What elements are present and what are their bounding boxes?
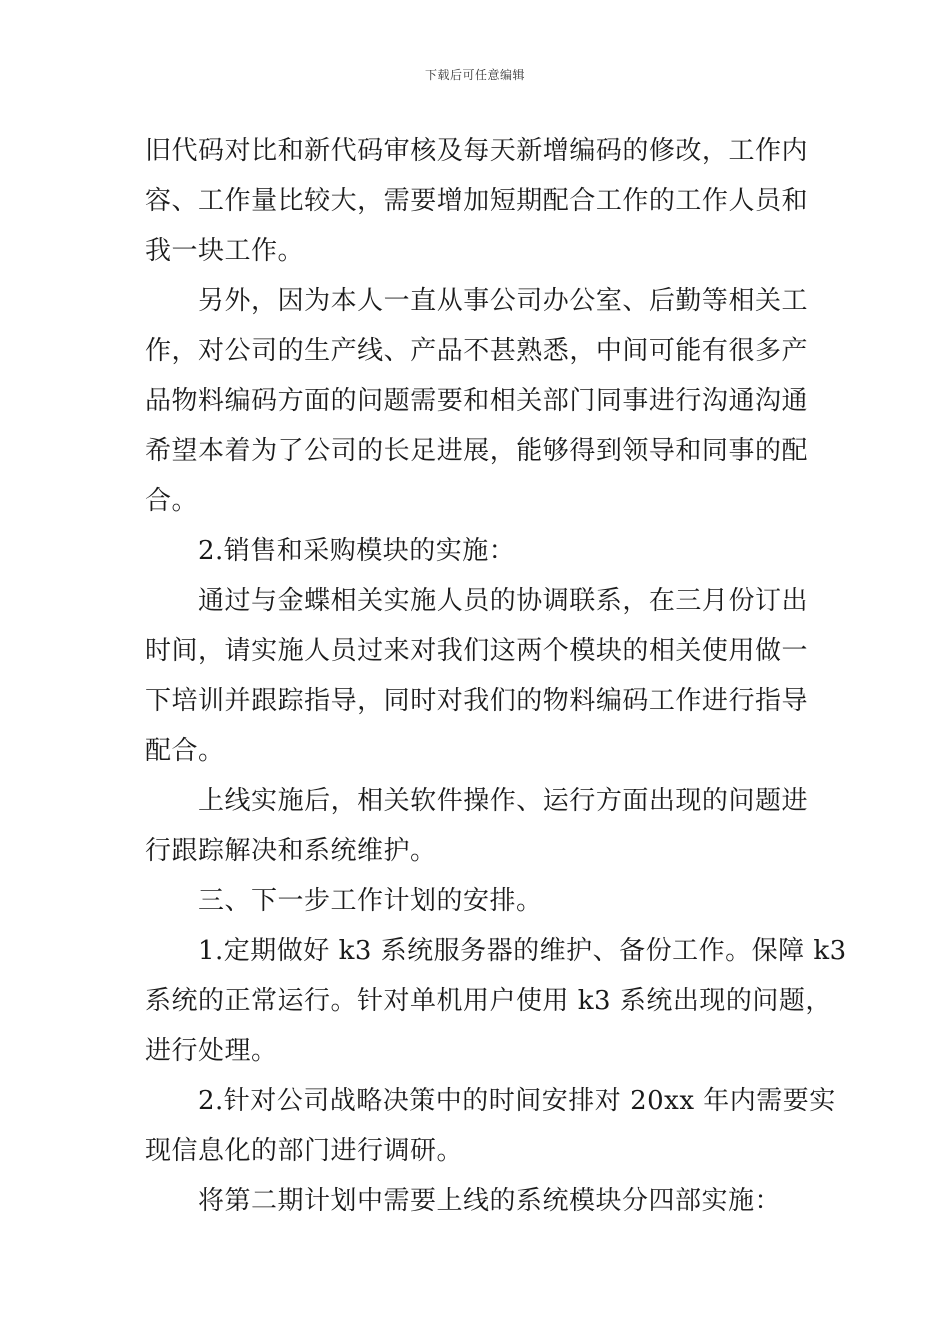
text-line: 上线实施后，相关软件操作、运行方面出现的问题进 xyxy=(198,786,808,816)
text-line: 2.销售和采购模块的实施： xyxy=(198,536,516,566)
text-line: 2.针对公司战略决策中的时间安排对 20xx 年内需要实 xyxy=(198,1086,836,1116)
text-line: 下培训并跟踪指导，同时对我们的物料编码工作进行指导 xyxy=(145,686,808,716)
text-line: 三、下一步工作计划的安排。 xyxy=(198,886,543,916)
page-header: 下载后可任意编辑 xyxy=(424,68,525,82)
text-line: 希望本着为了公司的长足进展，能够得到领导和同事的配 xyxy=(145,436,808,466)
text-line: 旧代码对比和新代码审核及每天新增编码的修改，工作内 xyxy=(145,136,808,166)
text-line: 1.定期做好 k3 系统服务器的维护、备份工作。保障 k3 xyxy=(198,936,847,966)
text-line: 我一块工作。 xyxy=(145,236,305,266)
text-line: 将第二期计划中需要上线的系统模块分四部实施： xyxy=(198,1186,782,1216)
text-line: 品物料编码方面的问题需要和相关部门同事进行沟通沟通 xyxy=(145,386,808,416)
text-line: 进行处理。 xyxy=(145,1036,278,1066)
text-line: 行跟踪解决和系统维护。 xyxy=(145,836,437,866)
text-line: 合。 xyxy=(145,486,199,516)
text-line: 配合。 xyxy=(145,736,225,766)
text-line: 现信息化的部门进行调研。 xyxy=(145,1136,464,1166)
text-line: 通过与金蝶相关实施人员的协调联系，在三月份订出 xyxy=(198,586,808,616)
text-line: 时间，请实施人员过来对我们这两个模块的相关使用做一 xyxy=(145,636,808,666)
text-line: 另外，因为本人一直从事公司办公室、后勤等相关工 xyxy=(198,286,808,316)
text-line: 作，对公司的生产线、产品不甚熟悉，中间可能有很多产 xyxy=(145,336,808,366)
text-line: 系统的正常运行。针对单机用户使用 k3 系统出现的问题， xyxy=(145,986,832,1016)
document-body xyxy=(145,126,847,1226)
text-line: 容、工作量比较大，需要增加短期配合工作的工作人员和 xyxy=(145,186,808,216)
